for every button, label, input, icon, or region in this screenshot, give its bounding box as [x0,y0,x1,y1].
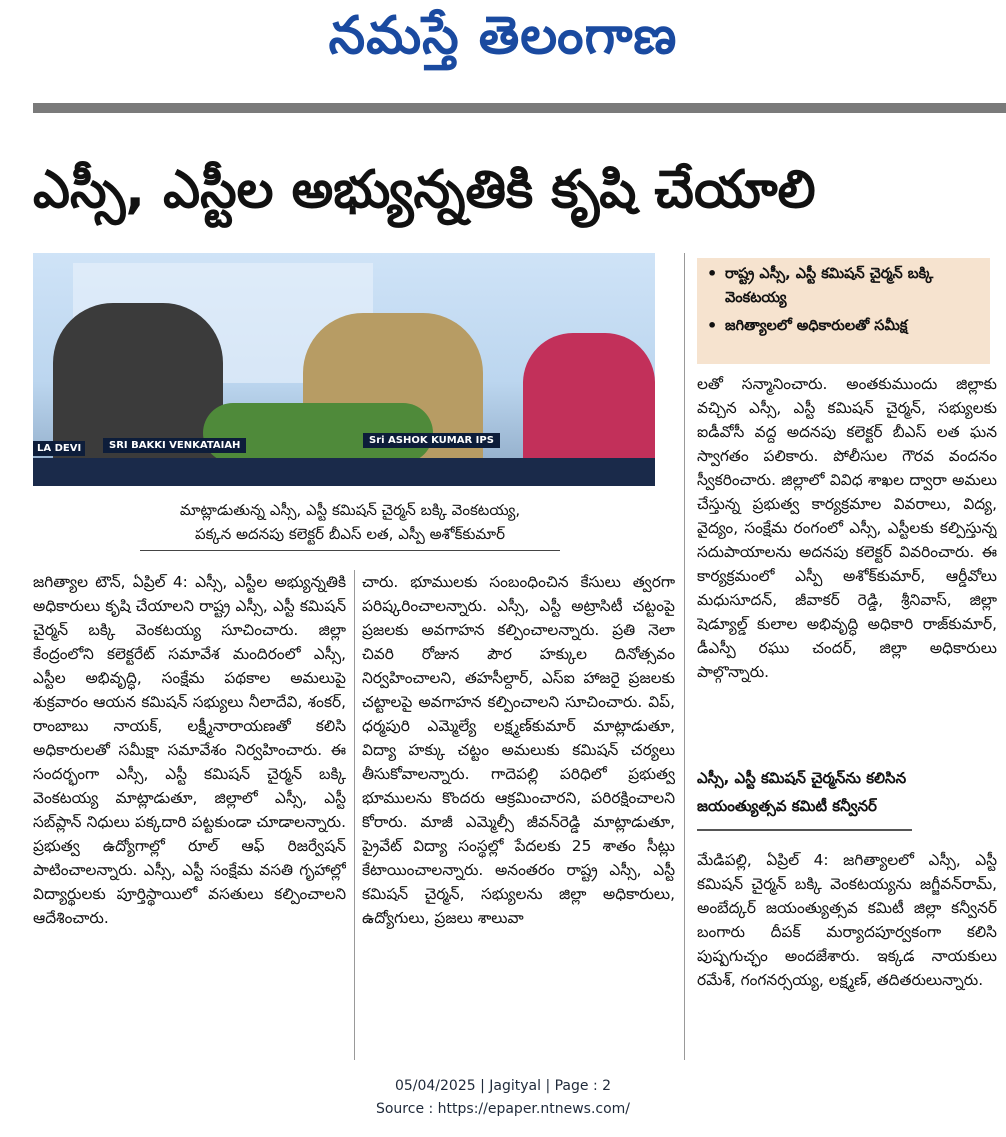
article-text-1: జగిత్యాల టౌన్, ఏప్రిల్ 4: ఎస్సీ, ఎస్టీల అభ్యున్నతికి అధికారులు కృషి చేయాలని రాష్ట్ర ఎస్సీ, ఎస్టీ కమిషన్ చైర్మన్ బక్కి వెంకటయ్య సూచించారు. జిల్లా కేంద్రంలోని కలెక్టరేట్ సమావేశ మందిరంలో ఎస్సీ, ఎస్టీల అభివృద్ధి, సంక్షేమ పథకాల అమలుపై శుక్రవారం ఆయన కమిషన్ సభ్యులు నీలాదేవి, శంకర్, రాంబాబు నాయక్, లక్ష్మీనారాయణతో కలిసి అధికారులతో సమీక్షా సమావేశం నిర్వహించారు. ఈ సందర్భంగా ఎస్సీ, ఎస్టీ కమిషన్ చైర్మన్ బక్కి వెంకటయ్య మాట్లాడుతూ, జిల్లాలో ఎస్సీ, ఎస్టీ సబ్‌ప్లాన్ నిధులు పక్కదారి పట్టకుండా చూడాలన్నారు. ప్రభుత్వ ఉద్యోగాల్లో రూల్ ఆఫ్ రిజర్వేషన్ పాటించాలన్నారు. ఎస్సీ, ఎస్టీ సంక్షేమ వసతి గృహాల్లో విద్యార్థులకు పూర్తిస్థాయిలో వసతులు కల్పించాలని ఆదేశించారు. [33,573,346,927]
masthead [0,0,1006,88]
sub-article-column [697,848,997,1033]
article-text-2: చారు. భూములకు సంబంధించిన కేసులు త్వరగా పరిష్కరించాలన్నారు. ఎస్సీ, ఎస్టీ అట్రాసిటీ చట్టంపై ప్రజలకు అవగాహన కల్పించాలన్నారు. ప్రతి నెలా చివరి రోజున పౌర హక్కుల దినోత్సవం నిర్వహించాలని, తహసీల్దార్, ఎస్ఐ హాజరై ప్రజలకు చట్టాలపై అవగాహన కల్పించాలని సూచించారు. విప్, ధర్మపురి ఎమ్మెల్యే లక్ష్మణ్‌కుమార్ మాట్లాడుతూ, విద్యా హక్కు చట్టం అమలుకు కమిషన్ చర్యలు తీసుకోవాలన్నారు. గాదెపల్లి పరిధిలో ప్రభుత్వ భూములను కొందరు ఆక్రమించారని, పరిరక్షించాలని కోరారు. మాజీ ఎమ్మెల్సీ జీవన్‌రెడ్డి మాట్లాడుతూ, ప్రైవేట్ విద్యా సంస్థల్లో పేదలకు 25 శాతం సీట్లు కేటాయించాలన్నారు. అనంతరం రాష్ట్ర ఎస్సీ, ఎస్టీ కమిషన్ చైర్మన్, సభ్యులను జిల్లా అధికారులు, ఉద్యోగులు, ప్రజలు శాలువా [362,573,675,927]
masthead-title: నమస్తే తెలంగాణ [328,6,678,66]
article-column-1 [33,570,346,1065]
photo-caption [140,498,560,546]
highlight-text: జగిత్యాలలో అధికారులతో సమీక్ష [725,318,908,334]
headline: ఎస్సీ, ఎస్టీల అభ్యున్నతికి కృషి చేయాలి [33,160,816,220]
sub-headline: ఎస్సీ, ఎస్టీ కమిషన్ చైర్మన్‌ను కలిసిన జయంత్యుత్సవ కమిటీ కన్వీనర్ [697,769,907,815]
news-photo [33,253,655,486]
highlights-box [697,258,990,364]
highlight-text: రాష్ట్ర ఎస్సీ, ఎస్టీ కమిషన్ చైర్మన్ బక్కి వెంకటయ్య [725,266,934,306]
sub-article-text: మేడిపల్లి, ఏప్రిల్ 4: జగిత్యాలలో ఎస్సీ, ఎస్టీ కమిషన్ చైర్మన్ బక్కి వెంకటయ్యను జగ్జీవన్‌రామ్, అంబేద్కర్ జయంత్యుత్సవ కమిటీ జిల్లా కన్వీనర్ బంగారు దీపక్ మర్యాదపూర్వకంగా కలిసి పుష్పగుచ్ఛం అందజేశారు. ఇక్కడ నాయకులు రమేశ్, గంగనర్సయ్య, లక్ష్మణ్, తదితరులున్నారు. [697,851,997,989]
nameplate-left: LA DEVI [33,441,85,456]
article-column-2 [362,570,675,1065]
column-divider-2 [684,253,685,1060]
highlight-item [705,314,984,338]
article-column-3 [697,372,997,757]
caption-line-2: పక్కన అదనపు కలెక్టర్ బీఎస్ లత, ఎస్పీ అశోక్‌కుమార్ [194,525,506,543]
nameplate-chairman: SRI BAKKI VENKATAIAH [103,438,246,453]
article-text-3: లతో సన్మానించారు. అంతకుముందు జిల్లాకు వచ్చిన ఎస్సీ, ఎస్టీ కమిషన్ చైర్మన్, సభ్యులకు ఐడీవోసీ వద్ద అదనపు కలెక్టర్ బీఎస్ లత ఘన స్వాగతం పలికారు. పోలీసుల గౌరవ వందనం స్వీకరించారు. జిల్లాలో వివిధ శాఖల ద్వారా అమలు చేస్తున్న ప్రభుత్వ కార్యక్రమాల వివరాలు, విద్య, వైద్యం, సంక్షేమ రంగంలో ఎస్సీ, ఎస్టీలకు కల్పిస్తున్న సదుపాయాలను అదనపు కలెక్టర్ వివరించారు. ఈ కార్యక్రమంలో ఎస్పీ అశోక్‌కుమార్, ఆర్డీవోలు మధుసూదన్, జీవాకర్ రెడ్డి, శ్రీనివాస్, జిల్లా షెడ్యూల్డ్ కులాల అభివృద్ధి అధికారి రాజ్‌కుమార్, డీఎస్పీ రఘు చందర్, జిల్లా అధికారులు పాల్గొన్నారు. [697,375,997,681]
column-divider-1 [354,570,355,1060]
bullet-icon: • [707,264,718,283]
footer-source-link[interactable]: Source : https://epaper.ntnews.com/ [375,1101,631,1117]
nameplate-sp: Sri ASHOK KUMAR IPS [363,433,500,448]
highlight-item [705,262,984,310]
caption-underline [140,550,560,551]
bullet-icon: • [707,316,718,335]
sub-headline-underline [697,829,912,831]
caption-line-1: మాట్లాడుతున్న ఎస్సీ, ఎస్టీ కమిషన్ చైర్మన్ బక్కి వెంకటయ్య, [179,501,521,519]
footer [0,1075,1006,1121]
masthead-divider [33,103,1006,113]
footer-date-edition: 05/04/2025 | Jagityal | Page : 2 [394,1078,612,1094]
photo-table [33,458,655,486]
